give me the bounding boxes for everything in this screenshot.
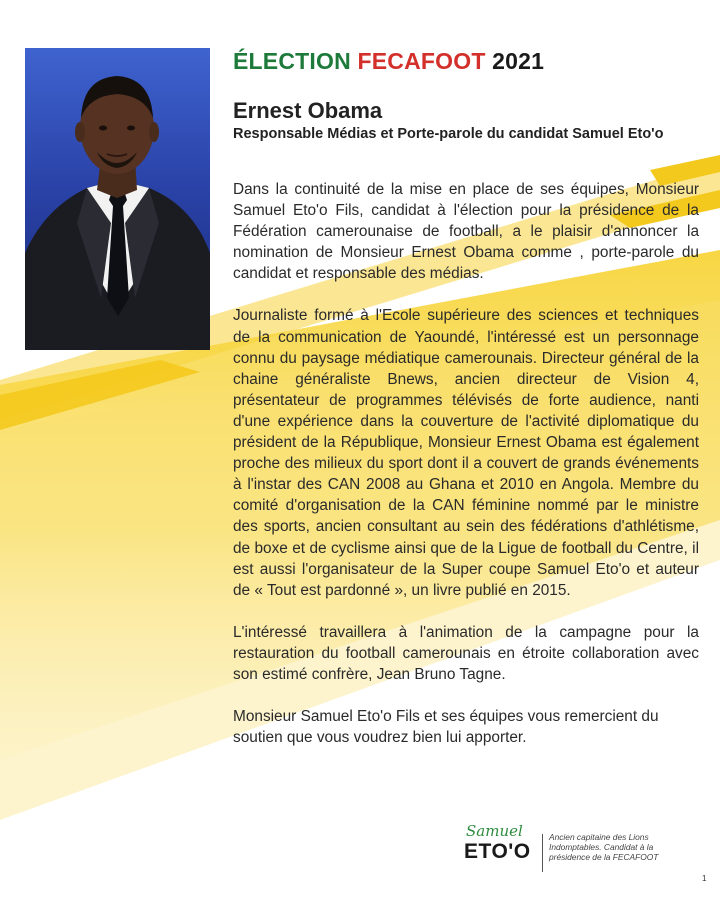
paragraph-4: Monsieur Samuel Eto'o Fils et ses équipes vous remercient du soutien que vous voudrez bien lui apporter. bbox=[233, 708, 659, 747]
page-number: 1 bbox=[702, 874, 707, 883]
headline-word-election: ÉLECTION bbox=[233, 48, 351, 74]
portrait-photo bbox=[25, 48, 210, 350]
headline-word-fecafoot: FECAFOOT bbox=[357, 48, 486, 74]
announcement-body bbox=[233, 179, 699, 769]
man-in-suit-illustration bbox=[25, 48, 210, 350]
election-headline bbox=[233, 48, 544, 75]
person-role: Responsable Médias et Porte-parole du candidat Samuel Eto'o bbox=[233, 126, 664, 142]
samuel-etoo-logo bbox=[462, 822, 692, 872]
paragraph-2: Journaliste formé à l'Ecole supérieure des sciences et techniques de la communication de Yaoundé, l'intéressé est un personnage connu du paysage médiatique camerounais. Directeur général de la chaine généraliste Bnews, ancien directeur de Vision 4, présentateur de programmes télévisés de forte audience, nanti d'une expérience dans la couverture de l'activité diplomatique du président de la République, Monsieur Ernest Obama est également proche des milieux du sport dont il a couvert de grands événements à l'instar des CAN 2008 au Ghana et 2010 en Angola. Membre du comité d'organisation de la CAN féminine nommé par le ministre des sports, ancien consultant au sein des fédérations d'athlétisme, de boxe et de cyclisme ainsi que de la Ligue de football du Centre, il est aussi l'organisateur de la Super coupe Samuel Eto'o et auteur de « Tout est pardonné », un livre publié en 2015. bbox=[233, 307, 699, 599]
logo-name-etoo: ETO'O bbox=[464, 840, 531, 863]
paragraph-1: Dans la continuité de la mise en place de ses équipes, Monsieur Samuel Eto'o Fils, candidat à l'élection pour la présidence de la Fédération camerounaise de football, a le plaisir d'annoncer la nomination de Monsieur Ernest Obama comme , porte-parole du candidat et responsable des médias. bbox=[233, 181, 699, 283]
logo-caption: Ancien capitaine des Lions Indomptables. Candidat à la présidence de la FECAFOOT bbox=[549, 832, 659, 862]
logo-divider bbox=[542, 834, 543, 872]
person-name: Ernest Obama bbox=[233, 98, 383, 123]
logo-script-samuel: Samuel bbox=[466, 822, 523, 840]
headline-word-year: 2021 bbox=[492, 48, 545, 74]
paragraph-3: L'intéressé travaillera à l'animation de la campagne pour la restauration du football camerounais en étroite collaboration avec son estimé confrère, Jean Bruno Tagne. bbox=[233, 623, 699, 683]
